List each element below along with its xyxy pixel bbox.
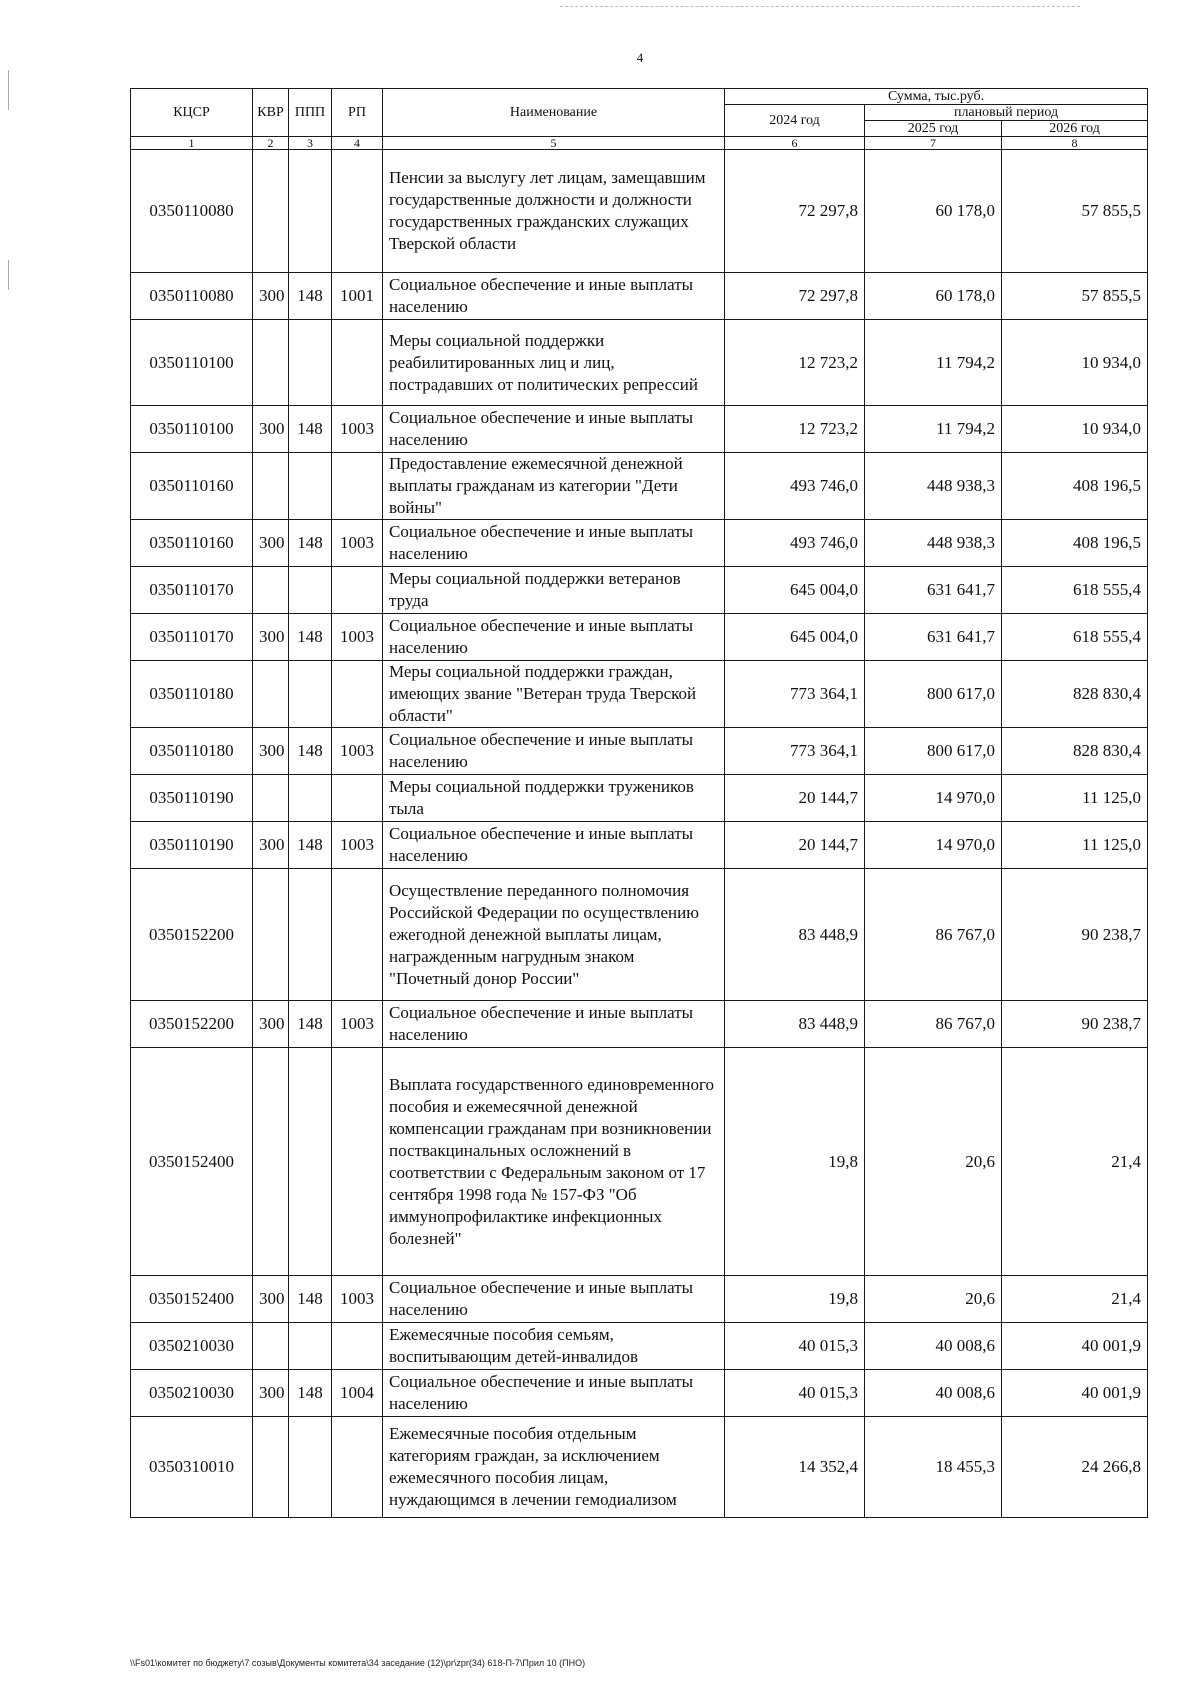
row-rp: 1003	[332, 1001, 383, 1048]
row-value-2025: 800 617,0	[865, 661, 1002, 728]
row-rp	[332, 869, 383, 1001]
row-rp	[332, 775, 383, 822]
row-value-2024: 72 297,8	[725, 273, 865, 320]
row-kcsr: 0350110100	[131, 320, 253, 406]
table-row	[131, 567, 1148, 614]
row-kvr	[253, 567, 289, 614]
header-2024: 2024 год	[725, 105, 865, 137]
row-rp: 1003	[332, 614, 383, 661]
row-kcsr: 0350210030	[131, 1370, 253, 1417]
row-name: Социальное обеспечение и иные выплаты населению	[383, 273, 725, 320]
row-name: Ежемесячные пособия отдельным категориям граждан, за исключением ежемесячного пособия лицам, нуждающимся в лечении гемодиализом	[383, 1417, 725, 1518]
table-row	[131, 1417, 1148, 1518]
row-kcsr: 0350110180	[131, 661, 253, 728]
row-kcsr: 0350152200	[131, 869, 253, 1001]
row-value-2026: 40 001,9	[1002, 1370, 1148, 1417]
row-name: Предоставление ежемесячной денежной выплаты гражданам из категории "Дети войны"	[383, 453, 725, 520]
row-value-2026: 408 196,5	[1002, 520, 1148, 567]
row-kcsr: 0350110160	[131, 453, 253, 520]
row-kcsr: 0350152400	[131, 1048, 253, 1276]
row-value-2025: 20,6	[865, 1276, 1002, 1323]
row-value-2026: 21,4	[1002, 1276, 1148, 1323]
row-kvr	[253, 453, 289, 520]
row-ppp	[289, 1048, 332, 1276]
row-value-2025: 11 794,2	[865, 320, 1002, 406]
row-value-2026: 10 934,0	[1002, 320, 1148, 406]
row-kvr: 300	[253, 520, 289, 567]
row-ppp: 148	[289, 406, 332, 453]
column-number-row	[131, 137, 1148, 150]
table-row	[131, 520, 1148, 567]
table-row	[131, 661, 1148, 728]
row-value-2025: 18 455,3	[865, 1417, 1002, 1518]
table-row	[131, 1001, 1148, 1048]
table-row	[131, 406, 1148, 453]
header-rp: РП	[332, 89, 383, 137]
header-sum: Сумма, тыс.руб.	[725, 89, 1148, 105]
row-kcsr: 0350110180	[131, 728, 253, 775]
row-value-2025: 86 767,0	[865, 1001, 1002, 1048]
row-value-2024: 40 015,3	[725, 1370, 865, 1417]
col-number: 2	[253, 137, 289, 150]
row-kvr: 300	[253, 822, 289, 869]
row-value-2024: 645 004,0	[725, 567, 865, 614]
table-row	[131, 728, 1148, 775]
row-value-2025: 14 970,0	[865, 822, 1002, 869]
scan-margin-mark	[8, 260, 9, 290]
row-value-2024: 14 352,4	[725, 1417, 865, 1518]
row-ppp: 148	[289, 520, 332, 567]
table-row	[131, 453, 1148, 520]
row-value-2026: 618 555,4	[1002, 567, 1148, 614]
row-value-2024: 83 448,9	[725, 869, 865, 1001]
row-value-2025: 60 178,0	[865, 273, 1002, 320]
row-value-2024: 72 297,8	[725, 150, 865, 273]
row-value-2024: 493 746,0	[725, 520, 865, 567]
row-ppp: 148	[289, 614, 332, 661]
row-value-2025: 800 617,0	[865, 728, 1002, 775]
row-kcsr: 0350152200	[131, 1001, 253, 1048]
row-ppp: 148	[289, 822, 332, 869]
row-value-2026: 618 555,4	[1002, 614, 1148, 661]
col-number: 5	[383, 137, 725, 150]
row-rp	[332, 1048, 383, 1276]
row-value-2026: 11 125,0	[1002, 822, 1148, 869]
row-value-2025: 86 767,0	[865, 869, 1002, 1001]
row-name: Меры социальной поддержки ветеранов труда	[383, 567, 725, 614]
col-number: 4	[332, 137, 383, 150]
row-kvr	[253, 661, 289, 728]
header-kvr: КВР	[253, 89, 289, 137]
row-rp: 1003	[332, 406, 383, 453]
row-name: Пенсии за выслугу лет лицам, замещавшим государственные должности и должности государственных гражданских служащих Тверской области	[383, 150, 725, 273]
row-kvr: 300	[253, 1001, 289, 1048]
row-value-2026: 24 266,8	[1002, 1417, 1148, 1518]
row-value-2026: 21,4	[1002, 1048, 1148, 1276]
row-ppp	[289, 1323, 332, 1370]
row-name: Социальное обеспечение и иные выплаты населению	[383, 822, 725, 869]
row-ppp: 148	[289, 273, 332, 320]
row-name: Социальное обеспечение и иные выплаты населению	[383, 1001, 725, 1048]
col-number: 8	[1002, 137, 1148, 150]
file-path-footer: \\Fs01\комитет по бюджету\7 созыв\Документы комитета\34 заседание (12)\pr\zpr(34) 618-П-7\Прил 10 (ПНО)	[130, 1658, 586, 1668]
table-row	[131, 1323, 1148, 1370]
scan-top-line	[560, 6, 1080, 7]
header-kcsr: КЦСР	[131, 89, 253, 137]
col-number: 3	[289, 137, 332, 150]
row-kvr	[253, 150, 289, 273]
row-ppp	[289, 775, 332, 822]
row-name: Социальное обеспечение и иные выплаты населению	[383, 614, 725, 661]
row-value-2024: 19,8	[725, 1276, 865, 1323]
header-planned-period: плановый период	[865, 105, 1148, 121]
row-value-2024: 773 364,1	[725, 661, 865, 728]
row-kvr: 300	[253, 728, 289, 775]
row-kvr	[253, 1048, 289, 1276]
row-ppp	[289, 567, 332, 614]
row-value-2026: 90 238,7	[1002, 1001, 1148, 1048]
row-rp: 1003	[332, 728, 383, 775]
row-value-2026: 57 855,5	[1002, 273, 1148, 320]
row-name: Социальное обеспечение и иные выплаты населению	[383, 1370, 725, 1417]
row-rp	[332, 661, 383, 728]
row-value-2024: 83 448,9	[725, 1001, 865, 1048]
row-kvr: 300	[253, 614, 289, 661]
budget-table	[130, 88, 1148, 1518]
scan-margin-mark	[8, 70, 9, 110]
table-body	[131, 89, 1148, 1518]
row-name: Меры социальной поддержки реабилитированных лиц и лиц, пострадавших от политических репрессий	[383, 320, 725, 406]
row-value-2026: 57 855,5	[1002, 150, 1148, 273]
row-kvr	[253, 1323, 289, 1370]
row-name: Социальное обеспечение и иные выплаты населению	[383, 520, 725, 567]
row-kcsr: 0350110160	[131, 520, 253, 567]
row-value-2026: 10 934,0	[1002, 406, 1148, 453]
row-ppp	[289, 1417, 332, 1518]
row-value-2025: 40 008,6	[865, 1323, 1002, 1370]
row-value-2024: 19,8	[725, 1048, 865, 1276]
row-value-2025: 448 938,3	[865, 453, 1002, 520]
table-row	[131, 273, 1148, 320]
table-row	[131, 1276, 1148, 1323]
row-name: Социальное обеспечение и иные выплаты населению	[383, 406, 725, 453]
table-row	[131, 614, 1148, 661]
row-rp: 1003	[332, 520, 383, 567]
header-row-1	[131, 89, 1148, 105]
row-value-2026: 828 830,4	[1002, 728, 1148, 775]
row-ppp	[289, 150, 332, 273]
row-ppp: 148	[289, 1370, 332, 1417]
row-kvr	[253, 869, 289, 1001]
row-rp	[332, 320, 383, 406]
row-value-2025: 60 178,0	[865, 150, 1002, 273]
row-kvr: 300	[253, 406, 289, 453]
row-value-2024: 20 144,7	[725, 822, 865, 869]
row-value-2025: 20,6	[865, 1048, 1002, 1276]
row-kcsr: 0350110190	[131, 775, 253, 822]
row-name: Меры социальной поддержки граждан, имеющих звание "Ветеран труда Тверской области"	[383, 661, 725, 728]
row-rp: 1003	[332, 822, 383, 869]
row-kcsr: 0350110080	[131, 150, 253, 273]
header-2025: 2025 год	[865, 121, 1002, 137]
row-name: Социальное обеспечение и иные выплаты населению	[383, 1276, 725, 1323]
row-kvr: 300	[253, 273, 289, 320]
row-value-2025: 14 970,0	[865, 775, 1002, 822]
table-row	[131, 1370, 1148, 1417]
row-value-2024: 40 015,3	[725, 1323, 865, 1370]
row-kcsr: 0350110170	[131, 567, 253, 614]
row-ppp: 148	[289, 1001, 332, 1048]
page-number: 4	[636, 50, 644, 65]
row-value-2025: 40 008,6	[865, 1370, 1002, 1417]
row-kvr	[253, 775, 289, 822]
row-name: Меры социальной поддержки тружеников тыла	[383, 775, 725, 822]
header-ppp: ППП	[289, 89, 332, 137]
row-rp	[332, 150, 383, 273]
row-ppp	[289, 320, 332, 406]
header-name: Наименование	[383, 89, 725, 137]
row-value-2024: 645 004,0	[725, 614, 865, 661]
table-row	[131, 822, 1148, 869]
col-number: 1	[131, 137, 253, 150]
table-row	[131, 150, 1148, 273]
row-name: Выплата государственного единовременного пособия и ежемесячной денежной компенсации гражданам при возникновении поствакцинальных осложнений в соответствии с Федеральным законом от 17 сентября 1998 года № 157-ФЗ "Об иммунопрофилактике инфекционных болезней"	[383, 1048, 725, 1276]
row-kcsr: 0350110100	[131, 406, 253, 453]
table-row	[131, 775, 1148, 822]
row-kcsr: 0350110080	[131, 273, 253, 320]
row-value-2024: 12 723,2	[725, 406, 865, 453]
row-value-2026: 828 830,4	[1002, 661, 1148, 728]
row-rp: 1004	[332, 1370, 383, 1417]
row-value-2025: 448 938,3	[865, 520, 1002, 567]
col-number: 6	[725, 137, 865, 150]
row-kvr	[253, 1417, 289, 1518]
row-name: Социальное обеспечение и иные выплаты населению	[383, 728, 725, 775]
row-value-2025: 11 794,2	[865, 406, 1002, 453]
row-ppp: 148	[289, 1276, 332, 1323]
row-value-2026: 40 001,9	[1002, 1323, 1148, 1370]
row-rp	[332, 567, 383, 614]
row-ppp	[289, 661, 332, 728]
row-value-2024: 493 746,0	[725, 453, 865, 520]
table-row	[131, 1048, 1148, 1276]
row-rp: 1001	[332, 273, 383, 320]
row-kcsr: 0350110170	[131, 614, 253, 661]
row-rp: 1003	[332, 1276, 383, 1323]
row-ppp	[289, 453, 332, 520]
row-kcsr: 0350110190	[131, 822, 253, 869]
row-ppp: 148	[289, 728, 332, 775]
row-name: Осуществление переданного полномочия Российской Федерации по осуществлению ежегодной денежной выплаты лицам, награжденным нагрудным знаком "Почетный донор России"	[383, 869, 725, 1001]
row-value-2025: 631 641,7	[865, 567, 1002, 614]
row-value-2026: 11 125,0	[1002, 775, 1148, 822]
row-rp	[332, 453, 383, 520]
row-rp	[332, 1323, 383, 1370]
table-row	[131, 869, 1148, 1001]
header-2026: 2026 год	[1002, 121, 1148, 137]
row-kcsr: 0350152400	[131, 1276, 253, 1323]
row-kvr: 300	[253, 1276, 289, 1323]
row-value-2024: 12 723,2	[725, 320, 865, 406]
row-rp	[332, 1417, 383, 1518]
row-value-2026: 90 238,7	[1002, 869, 1148, 1001]
row-kvr	[253, 320, 289, 406]
row-kvr: 300	[253, 1370, 289, 1417]
row-value-2026: 408 196,5	[1002, 453, 1148, 520]
col-number: 7	[865, 137, 1002, 150]
row-value-2025: 631 641,7	[865, 614, 1002, 661]
row-ppp	[289, 869, 332, 1001]
table-row	[131, 320, 1148, 406]
row-name: Ежемесячные пособия семьям, воспитывающим детей-инвалидов	[383, 1323, 725, 1370]
row-value-2024: 773 364,1	[725, 728, 865, 775]
row-value-2024: 20 144,7	[725, 775, 865, 822]
row-kcsr: 0350310010	[131, 1417, 253, 1518]
row-kcsr: 0350210030	[131, 1323, 253, 1370]
